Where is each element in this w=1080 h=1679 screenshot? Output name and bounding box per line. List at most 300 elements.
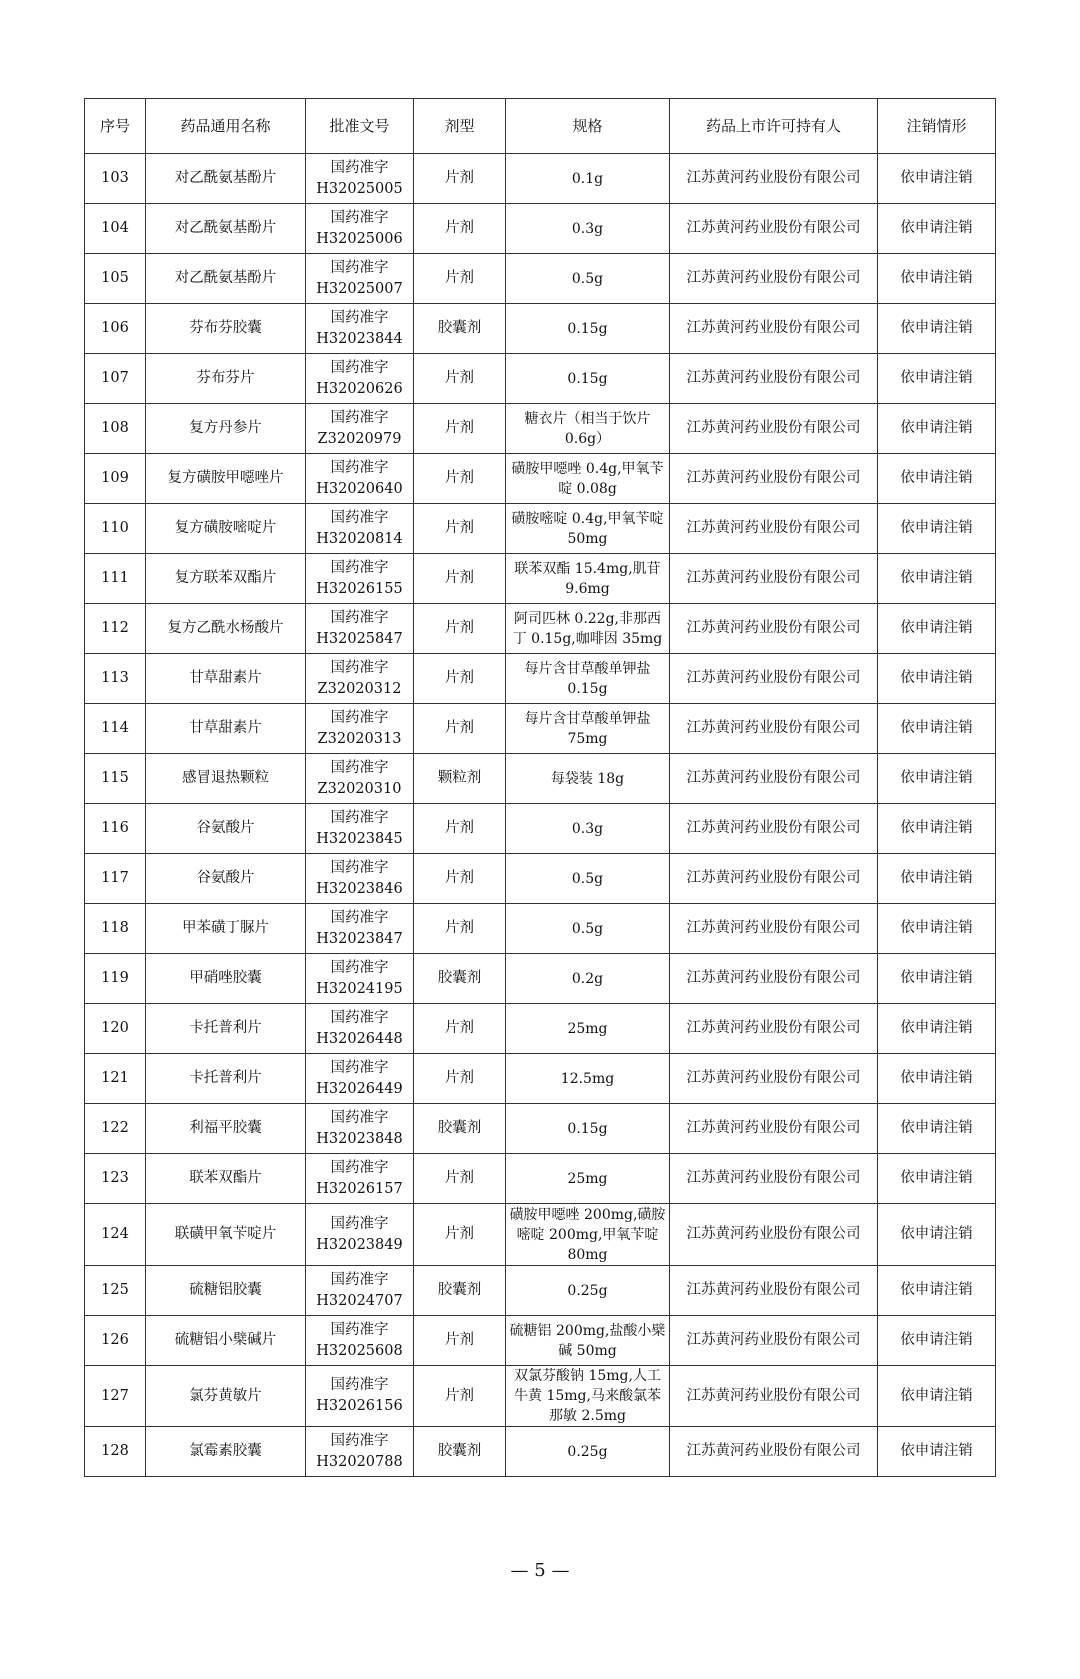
drug-name-cell: 复方磺胺嘧啶片 [146,504,306,554]
cancellation-status-cell: 依申请注销 [878,1104,996,1154]
dosage-form-cell: 片剂 [414,1204,506,1266]
approval-number-cell-line: H32026157 [316,1180,403,1197]
serial-number-cell: 127 [85,1366,146,1427]
serial-number-cell: 117 [85,854,146,904]
serial-number-cell: 104 [85,204,146,254]
dosage-form-cell: 片剂 [414,1316,506,1366]
approval-number-cell-line: H32023846 [316,880,403,897]
specification-cell-line: 每片含甘草酸单钾盐 [524,710,651,727]
drug-name-cell: 甲硝唑胶囊 [146,954,306,1004]
cancellation-status-cell: 依申请注销 [878,854,996,904]
serial-number-cell: 112 [85,604,146,654]
license-holder-cell: 江苏黄河药业股份有限公司 [670,1427,878,1477]
specification-cell-line: 硫糖铝 200mg,盐酸小檗 [509,1322,666,1339]
table-row [85,704,996,754]
license-holder-cell: 江苏黄河药业股份有限公司 [670,504,878,554]
dosage-form-cell: 片剂 [414,554,506,604]
approval-number-cell-line: H32025005 [316,180,403,197]
approval-number-cell [306,1104,414,1154]
approval-number-cell-line: 国药准字 [330,1215,389,1232]
specification-cell [506,1266,670,1316]
specification-cell-line: 0.5g [571,270,604,287]
dosage-form-cell: 片剂 [414,904,506,954]
license-holder-cell: 江苏黄河药业股份有限公司 [670,1004,878,1054]
cancellation-status-cell: 依申请注销 [878,254,996,304]
specification-cell [506,904,670,954]
drug-name-cell: 复方乙酰水杨酸片 [146,604,306,654]
specification-cell [506,354,670,404]
dosage-form-cell: 片剂 [414,604,506,654]
approval-number-cell-line: Z32020312 [317,680,402,697]
cancellation-status-cell: 依申请注销 [878,1004,996,1054]
specification-cell-line: 25mg [567,1020,608,1037]
cancellation-status-cell: 依申请注销 [878,804,996,854]
table-row [85,1154,996,1204]
approval-number-cell-line: H32020788 [316,1453,403,1470]
serial-number-cell: 116 [85,804,146,854]
license-holder-cell: 江苏黄河药业股份有限公司 [670,204,878,254]
approval-number-cell-line: 国药准字 [330,409,389,426]
approval-number-cell-line: H32026449 [316,1080,403,1097]
dosage-form-cell: 片剂 [414,454,506,504]
license-holder-cell: 江苏黄河药业股份有限公司 [670,1204,878,1266]
drug-name-cell: 芬布芬片 [146,354,306,404]
dosage-form-cell: 片剂 [414,404,506,454]
approval-number-cell-line: H32025006 [316,230,403,247]
approval-number-cell [306,854,414,904]
specification-cell-line: 阿司匹林 0.22g,非那西 [513,610,662,627]
approval-number-cell [306,454,414,504]
approval-number-cell-line: H32023845 [316,830,403,847]
approval-number-cell-line: 国药准字 [330,759,389,776]
header-approval-number: 批准文号 [306,99,414,154]
header-serial-number: 序号 [85,99,146,154]
specification-cell [506,1204,670,1266]
cancellation-status-cell: 依申请注销 [878,1054,996,1104]
drug-name-cell: 卡托普利片 [146,1004,306,1054]
table-row [85,204,996,254]
approval-number-cell-line: 国药准字 [330,1009,389,1026]
dosage-form-cell: 片剂 [414,154,506,204]
approval-number-cell-line: 国药准字 [330,1321,389,1338]
specification-cell [506,1104,670,1154]
specification-cell [506,504,670,554]
approval-number-cell [306,1004,414,1054]
specification-cell-line: 丁 0.15g,咖啡因 35mg [512,630,663,647]
dosage-form-cell: 片剂 [414,504,506,554]
specification-cell [506,854,670,904]
license-holder-cell: 江苏黄河药业股份有限公司 [670,1266,878,1316]
specification-cell-line: 75mg [567,730,608,747]
specification-cell-line: 0.5g [571,920,604,937]
approval-number-cell-line: 国药准字 [330,509,389,526]
license-holder-cell: 江苏黄河药业股份有限公司 [670,554,878,604]
approval-number-cell [306,404,414,454]
approval-number-cell-line: H32026448 [316,1030,403,1047]
specification-cell-line: 糖衣片（相当于饮片 [524,410,651,427]
serial-number-cell: 105 [85,254,146,304]
approval-number-cell-line: 国药准字 [330,659,389,676]
specification-cell [506,154,670,204]
table-row [85,504,996,554]
table-row [85,404,996,454]
approval-number-cell [306,1427,414,1477]
approval-number-cell-line: H32023849 [316,1236,403,1253]
cancellation-status-cell: 依申请注销 [878,304,996,354]
serial-number-cell: 126 [85,1316,146,1366]
approval-number-cell [306,354,414,404]
table-row [85,1366,996,1427]
cancellation-status-cell: 依申请注销 [878,454,996,504]
table-row [85,1266,996,1316]
drug-name-cell: 联磺甲氧苄啶片 [146,1204,306,1266]
specification-cell-line: 碱 50mg [558,1342,617,1359]
approval-number-cell-line: Z32020310 [317,780,402,797]
specification-cell-line: 25mg [567,1170,608,1187]
approval-number-cell [306,604,414,654]
table-row [85,1054,996,1104]
serial-number-cell: 115 [85,754,146,804]
specification-cell-line: 那敏 2.5mg [549,1408,626,1424]
cancellation-status-cell: 依申请注销 [878,554,996,604]
cancellation-status-cell: 依申请注销 [878,354,996,404]
specification-cell [506,454,670,504]
table-body [85,154,996,1477]
specification-cell [506,554,670,604]
approval-number-cell-line: 国药准字 [330,859,389,876]
approval-number-cell-line: H32025007 [316,280,403,297]
approval-number-cell [306,954,414,1004]
approval-number-cell-line: 国药准字 [330,459,389,476]
cancellation-status-cell: 依申请注销 [878,704,996,754]
header-drug-name: 药品通用名称 [146,99,306,154]
drug-name-cell: 联苯双酯片 [146,1154,306,1204]
approval-number-cell-line: 国药准字 [330,559,389,576]
specification-cell-line: 0.2g [571,970,604,987]
license-holder-cell: 江苏黄河药业股份有限公司 [670,1054,878,1104]
cancellation-status-cell: 依申请注销 [878,1366,996,1427]
approval-number-cell-line: 国药准字 [330,1109,389,1126]
approval-number-cell-line: 国药准字 [330,309,389,326]
serial-number-cell: 103 [85,154,146,204]
cancellation-status-cell: 依申请注销 [878,1427,996,1477]
specification-cell-line: 0.25g [567,1443,608,1460]
drug-name-cell: 氯芬黄敏片 [146,1366,306,1427]
serial-number-cell: 122 [85,1104,146,1154]
dosage-form-cell: 片剂 [414,204,506,254]
specification-cell [506,604,670,654]
approval-number-cell-line: 国药准字 [330,159,389,176]
serial-number-cell: 110 [85,504,146,554]
serial-number-cell: 121 [85,1054,146,1104]
cancellation-status-cell: 依申请注销 [878,154,996,204]
approval-number-cell-line: 国药准字 [330,909,389,926]
approval-number-cell-line: 国药准字 [330,1377,389,1393]
serial-number-cell: 106 [85,304,146,354]
specification-cell [506,1054,670,1104]
license-holder-cell: 江苏黄河药业股份有限公司 [670,1154,878,1204]
approval-number-cell-line: H32020626 [316,380,403,397]
table-row [85,1316,996,1366]
license-holder-cell: 江苏黄河药业股份有限公司 [670,754,878,804]
specification-cell-line: 每片含甘草酸单钾盐 [524,660,651,677]
approval-number-cell-line: 国药准字 [330,259,389,276]
specification-cell-line: 12.5mg [560,1070,615,1087]
cancellation-status-cell: 依申请注销 [878,504,996,554]
approval-number-cell-line: H32025847 [316,630,403,647]
dosage-form-cell: 胶囊剂 [414,954,506,1004]
specification-cell [506,254,670,304]
drug-name-cell: 谷氨酸片 [146,804,306,854]
specification-cell-line: 磺胺甲噁唑 200mg,磺胺 [509,1206,666,1223]
approval-number-cell-line: H32023848 [316,1130,403,1147]
drug-name-cell: 硫糖铝胶囊 [146,1266,306,1316]
serial-number-cell: 118 [85,904,146,954]
dosage-form-cell: 片剂 [414,704,506,754]
cancellation-status-cell: 依申请注销 [878,1316,996,1366]
approval-number-cell-line: H32024195 [316,980,403,997]
approval-number-cell [306,1316,414,1366]
dosage-form-cell: 片剂 [414,1366,506,1427]
serial-number-cell: 124 [85,1204,146,1266]
drug-name-cell: 氯霉素胶囊 [146,1427,306,1477]
dosage-form-cell: 片剂 [414,804,506,854]
specification-cell [506,754,670,804]
license-holder-cell: 江苏黄河药业股份有限公司 [670,654,878,704]
specification-cell-line: 0.15g [567,1120,608,1137]
table-row [85,1204,996,1266]
table-row [85,954,996,1004]
specification-cell [506,1316,670,1366]
license-holder-cell: 江苏黄河药业股份有限公司 [670,1104,878,1154]
table-row [85,904,996,954]
specification-cell-line: 磺胺甲噁唑 0.4g,甲氧苄 [511,460,664,477]
table-row [85,254,996,304]
specification-cell-line: 磺胺嘧啶 0.4g,甲氧苄啶 [511,510,664,527]
approval-number-cell-line: H32020640 [316,480,403,497]
approval-number-cell-line: 国药准字 [330,359,389,376]
specification-cell-line: 牛黄 15mg,马来酸氯苯 [514,1388,661,1404]
table-row [85,554,996,604]
table-row [85,804,996,854]
drug-name-cell: 对乙酰氨基酚片 [146,254,306,304]
serial-number-cell: 128 [85,1427,146,1477]
drug-name-cell: 硫糖铝小檗碱片 [146,1316,306,1366]
specification-cell-line: 每袋装 18g [550,770,625,787]
approval-number-cell-line: 国药准字 [330,1432,389,1449]
approval-number-cell-line: H32020814 [316,530,403,547]
approval-number-cell [306,1366,414,1427]
license-holder-cell: 江苏黄河药业股份有限公司 [670,304,878,354]
license-holder-cell: 江苏黄河药业股份有限公司 [670,904,878,954]
drug-name-cell: 复方联苯双酯片 [146,554,306,604]
cancellation-status-cell: 依申请注销 [878,1204,996,1266]
dosage-form-cell: 颗粒剂 [414,754,506,804]
dosage-form-cell: 片剂 [414,854,506,904]
drug-cancellation-table [84,98,996,1477]
approval-number-cell [306,1266,414,1316]
specification-cell-line: 0.6g） [564,430,611,447]
serial-number-cell: 119 [85,954,146,1004]
serial-number-cell: 123 [85,1154,146,1204]
serial-number-cell: 114 [85,704,146,754]
approval-number-cell-line: H32023844 [316,330,403,347]
approval-number-cell-line: 国药准字 [330,1159,389,1176]
approval-number-cell-line: 国药准字 [330,809,389,826]
specification-cell-line: 0.25g [567,1282,608,1299]
license-holder-cell: 江苏黄河药业股份有限公司 [670,1366,878,1427]
cancellation-status-cell: 依申请注销 [878,954,996,1004]
specification-cell-line: 0.5g [571,870,604,887]
cancellation-status-cell: 依申请注销 [878,604,996,654]
drug-name-cell: 复方磺胺甲噁唑片 [146,454,306,504]
specification-cell-line: 0.3g [571,820,604,837]
header-license-holder: 药品上市许可持有人 [670,99,878,154]
dosage-form-cell: 片剂 [414,1004,506,1054]
approval-number-cell-line: 国药准字 [330,709,389,726]
table-row [85,754,996,804]
drug-name-cell: 卡托普利片 [146,1054,306,1104]
approval-number-cell [306,704,414,754]
dosage-form-cell: 片剂 [414,1154,506,1204]
specification-cell-line: 双氯芬酸钠 15mg,人工 [514,1368,661,1384]
cancellation-status-cell: 依申请注销 [878,404,996,454]
approval-number-cell-line: Z32020979 [317,430,402,447]
cancellation-status-cell: 依申请注销 [878,1154,996,1204]
specification-cell-line: 9.6mg [565,580,610,597]
cancellation-status-cell: 依申请注销 [878,204,996,254]
license-holder-cell: 江苏黄河药业股份有限公司 [670,354,878,404]
drug-name-cell: 利福平胶囊 [146,1104,306,1154]
approval-number-cell-line: 国药准字 [330,209,389,226]
specification-cell [506,204,670,254]
specification-cell-line: 0.15g [567,680,608,697]
approval-number-cell [306,554,414,604]
specification-cell [506,704,670,754]
table-row [85,1104,996,1154]
license-holder-cell: 江苏黄河药业股份有限公司 [670,154,878,204]
approval-number-cell-line: 国药准字 [330,609,389,626]
cancellation-status-cell: 依申请注销 [878,1266,996,1316]
serial-number-cell: 111 [85,554,146,604]
table-row [85,1004,996,1054]
header-specification: 规格 [506,99,670,154]
license-holder-cell: 江苏黄河药业股份有限公司 [670,254,878,304]
table-row [85,304,996,354]
license-holder-cell: 江苏黄河药业股份有限公司 [670,854,878,904]
serial-number-cell: 109 [85,454,146,504]
approval-number-cell-line: 国药准字 [330,959,389,976]
header-dosage-form: 剂型 [414,99,506,154]
specification-cell [506,1154,670,1204]
approval-number-cell-line: H32026155 [316,580,403,597]
specification-cell [506,404,670,454]
table-row [85,1427,996,1477]
serial-number-cell: 108 [85,404,146,454]
specification-cell [506,954,670,1004]
table-row [85,654,996,704]
drug-name-cell: 谷氨酸片 [146,854,306,904]
drug-name-cell: 芬布芬胶囊 [146,304,306,354]
approval-number-cell-line: 国药准字 [330,1271,389,1288]
table-row [85,354,996,404]
approval-number-cell [306,504,414,554]
drug-name-cell: 感冒退热颗粒 [146,754,306,804]
dosage-form-cell: 胶囊剂 [414,1266,506,1316]
table-row [85,454,996,504]
approval-number-cell [306,204,414,254]
dosage-form-cell: 片剂 [414,254,506,304]
specification-cell-line: 啶 0.08g [558,480,617,497]
serial-number-cell: 125 [85,1266,146,1316]
approval-number-cell [306,754,414,804]
approval-number-cell [306,1054,414,1104]
approval-number-cell [306,1154,414,1204]
cancellation-status-cell: 依申请注销 [878,904,996,954]
drug-name-cell: 甘草甜素片 [146,654,306,704]
dosage-form-cell: 胶囊剂 [414,1104,506,1154]
table-row [85,154,996,204]
license-holder-cell: 江苏黄河药业股份有限公司 [670,1316,878,1366]
approval-number-cell-line: H32024707 [316,1292,403,1309]
specification-cell-line: 0.15g [567,370,608,387]
page-number: — 5 — [510,1560,570,1581]
approval-number-cell-line: H32023847 [316,930,403,947]
cancellation-status-cell: 依申请注销 [878,654,996,704]
drug-name-cell: 对乙酰氨基酚片 [146,204,306,254]
drug-name-cell: 对乙酰氨基酚片 [146,154,306,204]
specification-cell-line: 0.1g [571,170,604,187]
serial-number-cell: 107 [85,354,146,404]
specification-cell-line: 联苯双酯 15.4mg,肌苷 [514,560,661,577]
specification-cell [506,1366,670,1427]
specification-cell [506,1427,670,1477]
specification-cell-line: 50mg [567,530,608,547]
approval-number-cell [306,154,414,204]
approval-number-cell [306,254,414,304]
specification-cell-line: 嘧啶 200mg,甲氧苄啶 [516,1226,659,1243]
drug-name-cell: 甘草甜素片 [146,704,306,754]
serial-number-cell: 120 [85,1004,146,1054]
approval-number-cell [306,654,414,704]
cancellation-status-cell: 依申请注销 [878,754,996,804]
approval-number-cell [306,804,414,854]
specification-cell-line: 0.3g [571,220,604,237]
license-holder-cell: 江苏黄河药业股份有限公司 [670,954,878,1004]
drug-name-cell: 复方丹参片 [146,404,306,454]
dosage-form-cell: 片剂 [414,654,506,704]
license-holder-cell: 江苏黄河药业股份有限公司 [670,454,878,504]
approval-number-cell [306,1204,414,1266]
approval-number-cell [306,304,414,354]
specification-cell [506,1004,670,1054]
license-holder-cell: 江苏黄河药业股份有限公司 [670,404,878,454]
specification-cell [506,304,670,354]
specification-cell [506,654,670,704]
serial-number-cell: 113 [85,654,146,704]
specification-cell-line: 0.15g [567,320,608,337]
approval-number-cell-line: Z32020313 [317,730,402,747]
approval-number-cell-line: H32026156 [316,1398,403,1414]
specification-cell [506,804,670,854]
dosage-form-cell: 片剂 [414,1054,506,1104]
dosage-form-cell: 胶囊剂 [414,304,506,354]
approval-number-cell-line: 国药准字 [330,1059,389,1076]
approval-number-cell-line: H32025608 [316,1342,403,1359]
header-cancellation-status: 注销情形 [878,99,996,154]
approval-number-cell [306,904,414,954]
table-row [85,604,996,654]
